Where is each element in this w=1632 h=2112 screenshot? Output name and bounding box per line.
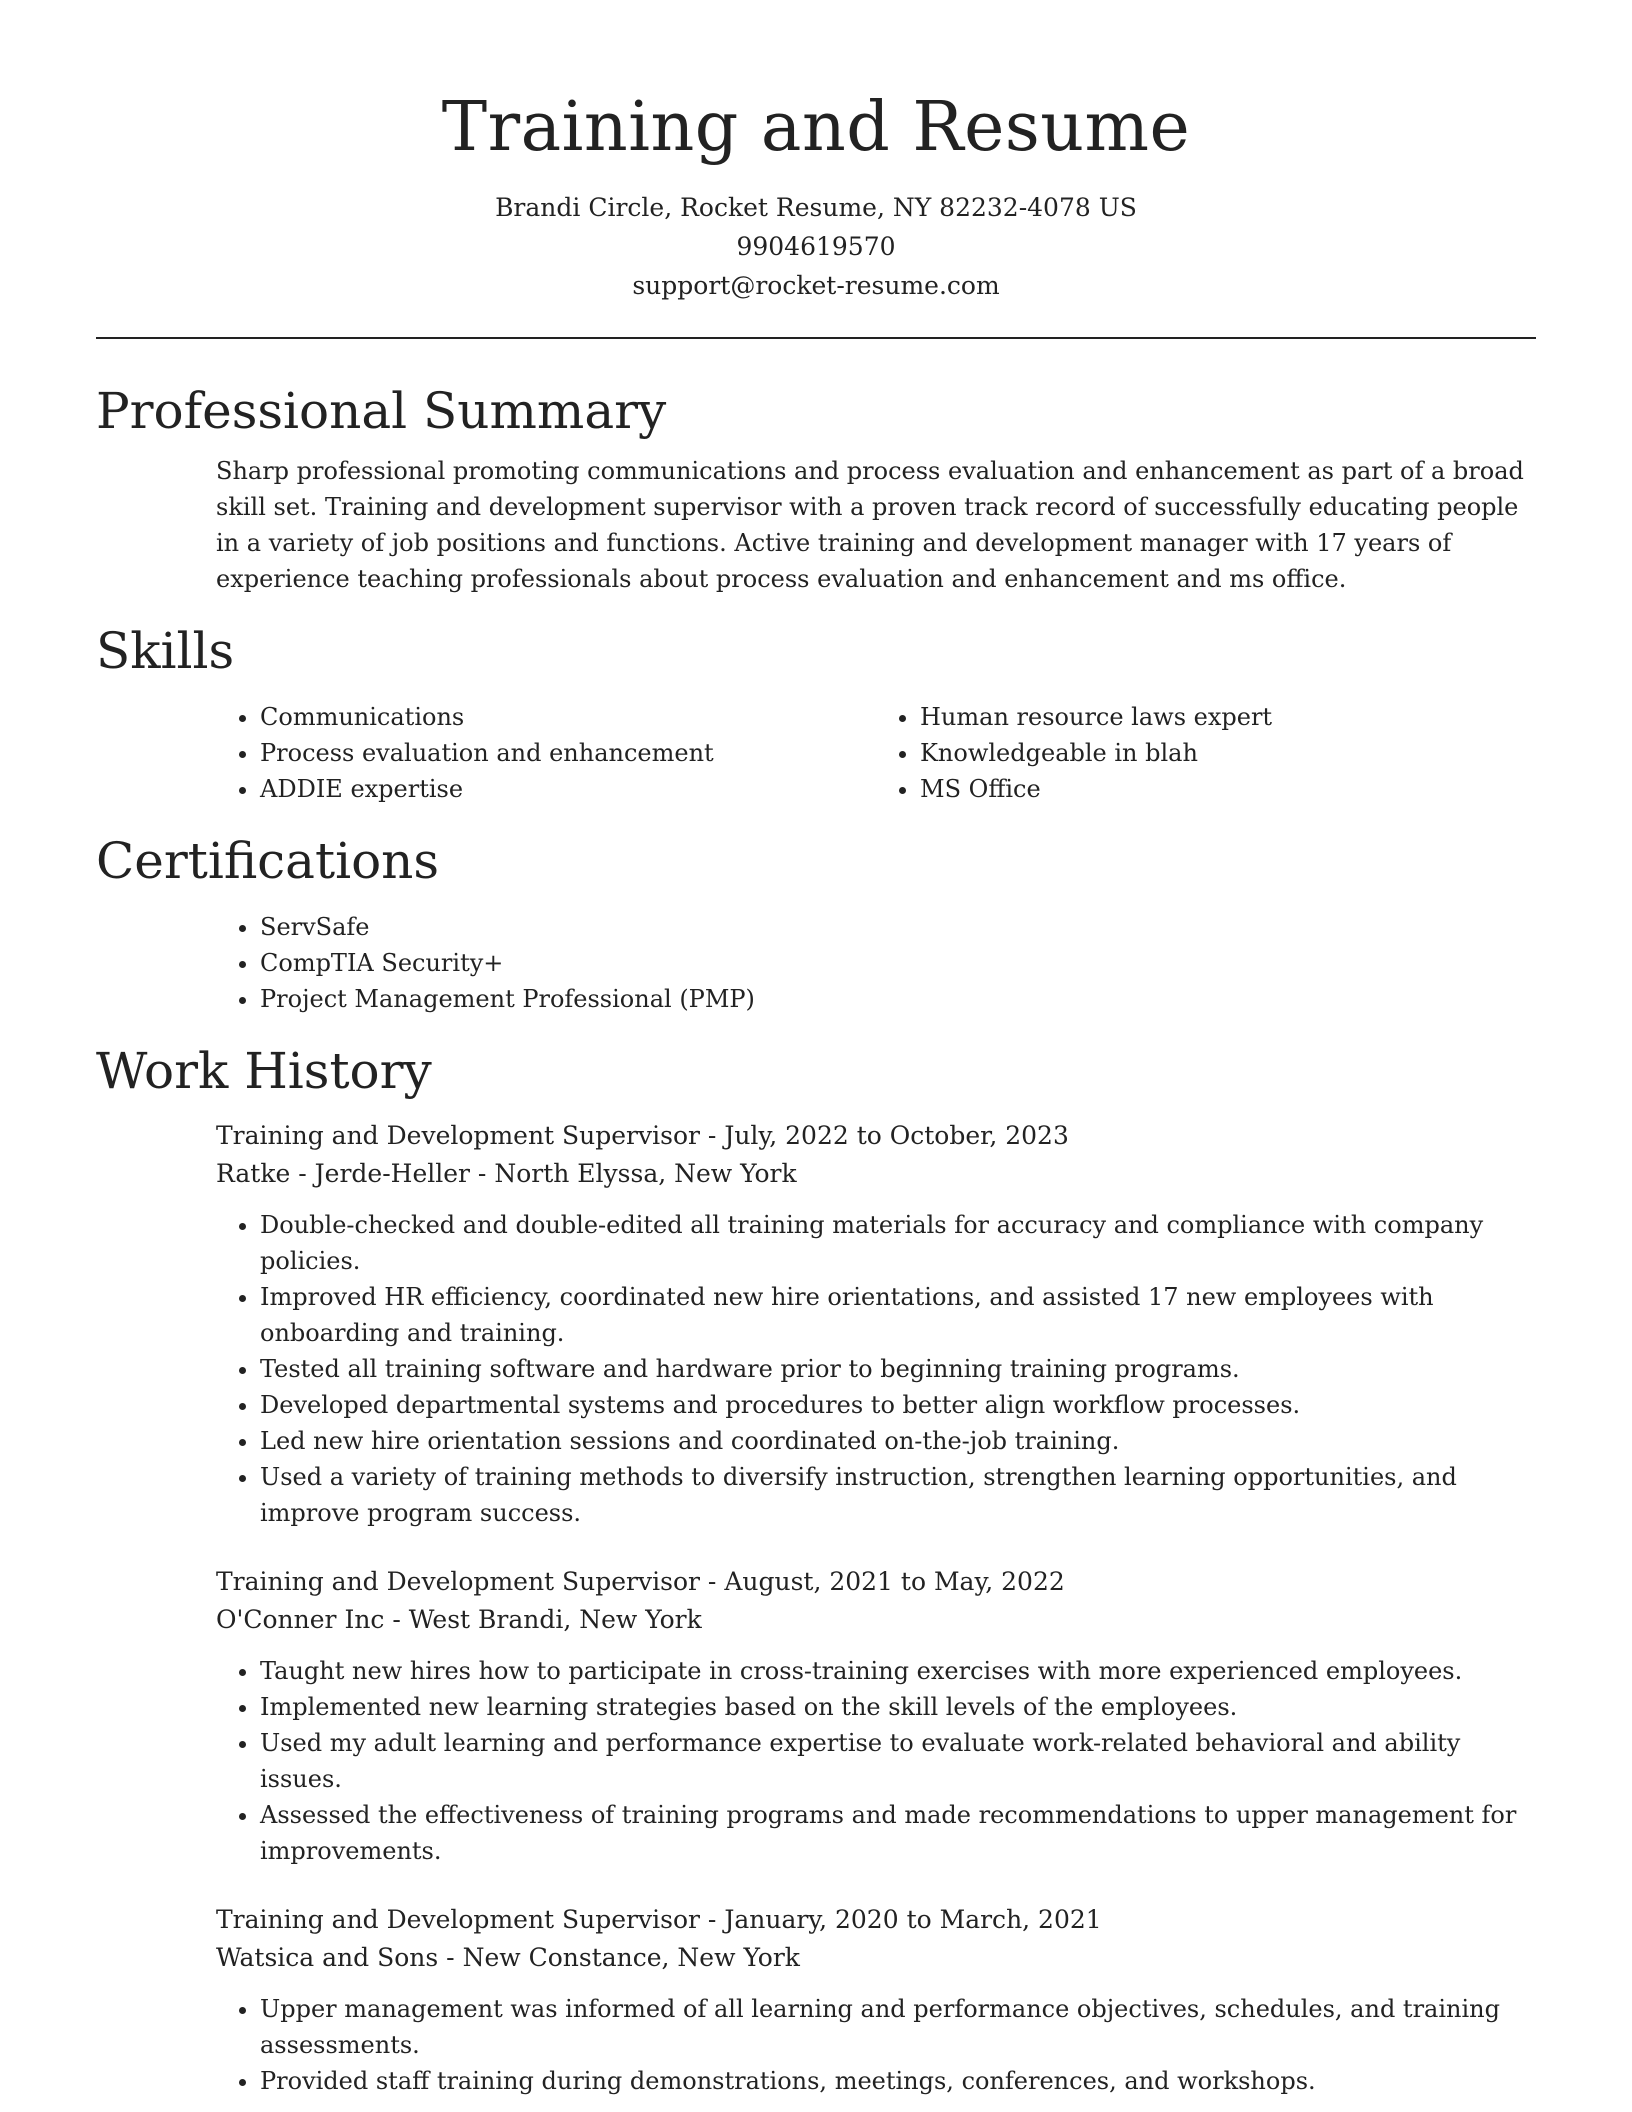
job-dates: January, 2020 to March, 2021 (724, 1905, 1102, 1934)
contact-address: Brandi Circle, Rocket Resume, NY 82232-4078 US (495, 193, 1137, 222)
skills-list-left (216, 699, 876, 807)
certification-item: • Project Management Professional (PMP) (260, 981, 1536, 1017)
job-dates: August, 2021 to May, 2022 (724, 1567, 1065, 1596)
job-location: West Brandi, New York (408, 1605, 702, 1634)
skill-item: • Knowledgeable in blah (920, 735, 1536, 771)
job-company-line: Watsica and Sons - New Constance, New York (216, 1943, 800, 1972)
job-bullet: • Used my adult learning and performance expertise to evaluate work-related behavioral and ability issues. (260, 1725, 1536, 1797)
job-company: O'Conner Inc (216, 1605, 385, 1634)
job-bullet: • Developed departmental systems and procedures to better align workflow processes. (260, 1387, 1536, 1423)
summary-heading: Professional Summary (96, 382, 667, 440)
summary-section (96, 379, 1536, 597)
job-bullet: • Implemented new learning strategies based on the skill levels of the employees. (260, 1689, 1536, 1725)
skills-grid (216, 699, 1536, 807)
job-company-line: O'Conner Inc - West Brandi, New York (216, 1605, 702, 1634)
resume-header (96, 0, 1536, 305)
skills-heading: Skills (96, 622, 235, 680)
skill-item: • Communications (260, 699, 876, 735)
summary-text: Sharp professional promoting communications and process evaluation and enhancement as part of a broad skill set. Training and development supervisor with a proven track record of successfully educating people in a variety of job positions and functions. Active training and development manager with 17 years of experience teaching professionals about process evaluation and enhancement and ms office. (216, 457, 1524, 593)
job-bullet: • Led new hire orientation sessions and coordinated on-the-job training. (260, 1423, 1536, 1459)
resume-name: Training and Resume (441, 88, 1191, 167)
certification-item: • ServSafe (260, 909, 1536, 945)
contact-email: support@rocket-resume.com (632, 271, 1000, 300)
job-bullets (216, 1991, 1536, 2099)
job-entry (216, 1901, 1536, 2099)
header-divider (96, 337, 1536, 339)
job-location: New Constance, New York (462, 1943, 800, 1972)
job-title-line: Training and Development Supervisor - July, 2022 to October, 2023 (216, 1121, 1069, 1150)
job-bullet: • Taught new hires how to participate in cross-training exercises with more experienced employees. (260, 1653, 1536, 1689)
certification-item: • CompTIA Security+ (260, 945, 1536, 981)
skill-item: • ADDIE expertise (260, 771, 876, 807)
job-bullet: • Double-checked and double-edited all training materials for accuracy and compliance with company policies. (260, 1207, 1536, 1279)
job-company: Ratke - Jerde-Heller (216, 1159, 470, 1188)
work-section (96, 1039, 1536, 2099)
job-location: North Elyssa, New York (494, 1159, 797, 1188)
job-title: Training and Development Supervisor (216, 1121, 700, 1150)
job-bullet: • Improved HR efficiency, coordinated new hire orientations, and assisted 17 new employees with onboarding and training. (260, 1279, 1536, 1351)
contact-phone: 9904619570 (736, 232, 896, 261)
job-bullet: • Assessed the effectiveness of training programs and made recommendations to upper management for improvements. (260, 1797, 1536, 1869)
skill-item: • Human resource laws expert (920, 699, 1536, 735)
job-entry (216, 1117, 1536, 1531)
job-entry (216, 1563, 1536, 1869)
skills-section (96, 619, 1536, 807)
skill-item: • MS Office (920, 771, 1536, 807)
job-title: Training and Development Supervisor (216, 1567, 700, 1596)
job-bullets (216, 1207, 1536, 1531)
job-bullets (216, 1653, 1536, 1869)
job-company-line: Ratke - Jerde-Heller - North Elyssa, New York (216, 1159, 797, 1188)
job-title: Training and Development Supervisor (216, 1905, 700, 1934)
job-title-line: Training and Development Supervisor - January, 2020 to March, 2021 (216, 1905, 1102, 1934)
skill-item: • Process evaluation and enhancement (260, 735, 876, 771)
certifications-list (216, 909, 1536, 1017)
job-bullet: • Upper management was informed of all learning and performance objectives, schedules, and training assessments. (260, 1991, 1536, 2063)
certifications-heading: Certifications (96, 832, 440, 890)
job-title-line: Training and Development Supervisor - August, 2021 to May, 2022 (216, 1567, 1065, 1596)
work-list (96, 1117, 1536, 2099)
job-bullet: • Used a variety of training methods to diversify instruction, strengthen learning opportunities, and improve program success. (260, 1459, 1536, 1531)
job-bullet: • Tested all training software and hardware prior to beginning training programs. (260, 1351, 1536, 1387)
work-heading: Work History (96, 1042, 432, 1100)
certifications-section (96, 829, 1536, 1017)
skills-list-right (876, 699, 1536, 807)
contact-block (96, 188, 1536, 305)
job-company: Watsica and Sons (216, 1943, 439, 1972)
job-dates: July, 2022 to October, 2023 (724, 1121, 1069, 1150)
job-bullet: • Provided staff training during demonstrations, meetings, conferences, and workshops. (260, 2063, 1536, 2099)
